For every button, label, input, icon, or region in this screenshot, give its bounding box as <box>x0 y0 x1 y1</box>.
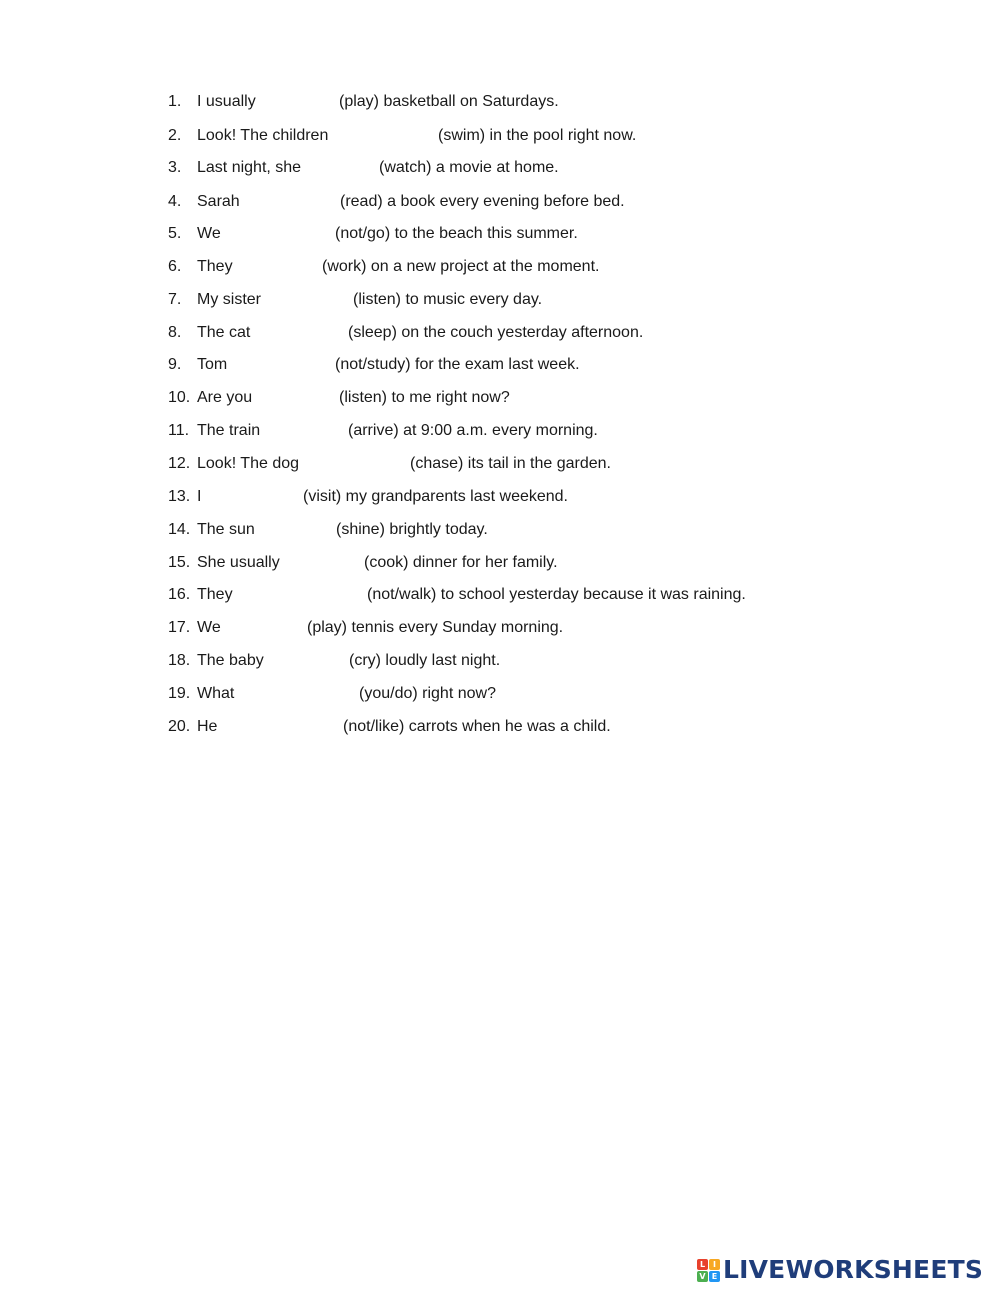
item-text-after-gap: (shine) brightly today. <box>336 521 488 538</box>
logo-cube-i: I <box>709 1259 720 1270</box>
item-number: 18. <box>168 652 191 669</box>
item-text-after-gap: (cry) loudly last night. <box>349 652 501 669</box>
item-text-after-gap: (chase) its tail in the garden. <box>410 455 611 472</box>
item-text-before-gap: They <box>197 258 233 275</box>
item-text-before-gap: Tom <box>197 356 228 373</box>
item-text-before-gap: He <box>197 718 218 735</box>
logo-cube-e: E <box>709 1271 720 1282</box>
item-number: 3. <box>168 159 182 176</box>
item-number: 8. <box>168 324 182 341</box>
item-text-after-gap: (listen) to music every day. <box>353 291 543 308</box>
item-text-after-gap: (watch) a movie at home. <box>379 159 559 176</box>
item-number: 19. <box>168 685 191 702</box>
item-text-after-gap: (play) tennis every Sunday morning. <box>307 619 564 636</box>
item-text-after-gap: (visit) my grandparents last weekend. <box>303 488 568 505</box>
item-text-before-gap: Look! The dog <box>197 455 300 472</box>
item-text-after-gap: (cook) dinner for her family. <box>364 554 558 571</box>
item-text-after-gap: (sleep) on the couch yesterday afternoon. <box>348 324 644 341</box>
item-number: 6. <box>168 258 182 275</box>
item-number: 5. <box>168 225 182 242</box>
item-text-before-gap: Last night, she <box>197 159 302 176</box>
item-text-before-gap: The cat <box>197 324 251 341</box>
item-text-after-gap: (play) basketball on Saturdays. <box>339 93 559 110</box>
item-text-before-gap: My sister <box>197 291 261 308</box>
item-text-after-gap: (not/like) carrots when he was a child. <box>343 718 611 735</box>
item-number: 2. <box>168 127 182 144</box>
item-number: 1. <box>168 93 182 110</box>
item-number: 13. <box>168 488 191 505</box>
item-text-before-gap: The sun <box>197 521 255 538</box>
item-number: 10. <box>168 389 191 406</box>
item-number: 4. <box>168 193 182 210</box>
item-text-before-gap: Look! The children <box>197 127 329 144</box>
item-text-before-gap: I usually <box>197 93 256 110</box>
item-text-after-gap: (arrive) at 9:00 a.m. every morning. <box>348 422 598 439</box>
item-text-after-gap: (you/do) right now? <box>359 685 496 702</box>
item-text-before-gap: We <box>197 225 221 242</box>
item-number: 7. <box>168 291 182 308</box>
liveworksheets-logo <box>697 1254 983 1286</box>
item-number: 11. <box>168 422 190 439</box>
item-number: 12. <box>168 455 191 472</box>
item-text-after-gap: (read) a book every evening before bed. <box>340 193 625 210</box>
item-text-before-gap: She usually <box>197 554 280 571</box>
item-text-after-gap: (listen) to me right now? <box>339 389 510 406</box>
item-text-before-gap: The train <box>197 422 261 439</box>
logo-cube-v: V <box>697 1271 708 1282</box>
item-text-before-gap: Sarah <box>197 193 240 210</box>
item-text-after-gap: (not/walk) to school yesterday because it was raining. <box>367 586 746 603</box>
item-text-before-gap: I <box>197 488 202 505</box>
item-text-after-gap: (not/go) to the beach this summer. <box>335 225 578 242</box>
item-text-before-gap: Are you <box>197 389 253 406</box>
item-number: 14. <box>168 521 191 538</box>
item-number: 9. <box>168 356 182 373</box>
item-text-after-gap: (work) on a new project at the moment. <box>322 258 600 275</box>
item-number: 17. <box>168 619 191 636</box>
item-text-after-gap: (swim) in the pool right now. <box>438 127 637 144</box>
item-text-before-gap: They <box>197 586 233 603</box>
item-text-after-gap: (not/study) for the exam last week. <box>335 356 580 373</box>
logo-wordmark: LIVEWORKSHEETS <box>723 1255 984 1284</box>
logo-cube-l: L <box>697 1259 708 1270</box>
item-number: 16. <box>168 586 191 603</box>
item-number: 20. <box>168 718 191 735</box>
logo-cubes-icon <box>697 1259 720 1282</box>
item-text-before-gap: What <box>197 685 235 702</box>
item-text-before-gap: The baby <box>197 652 264 669</box>
item-number: 15. <box>168 554 191 571</box>
item-text-before-gap: We <box>197 619 221 636</box>
